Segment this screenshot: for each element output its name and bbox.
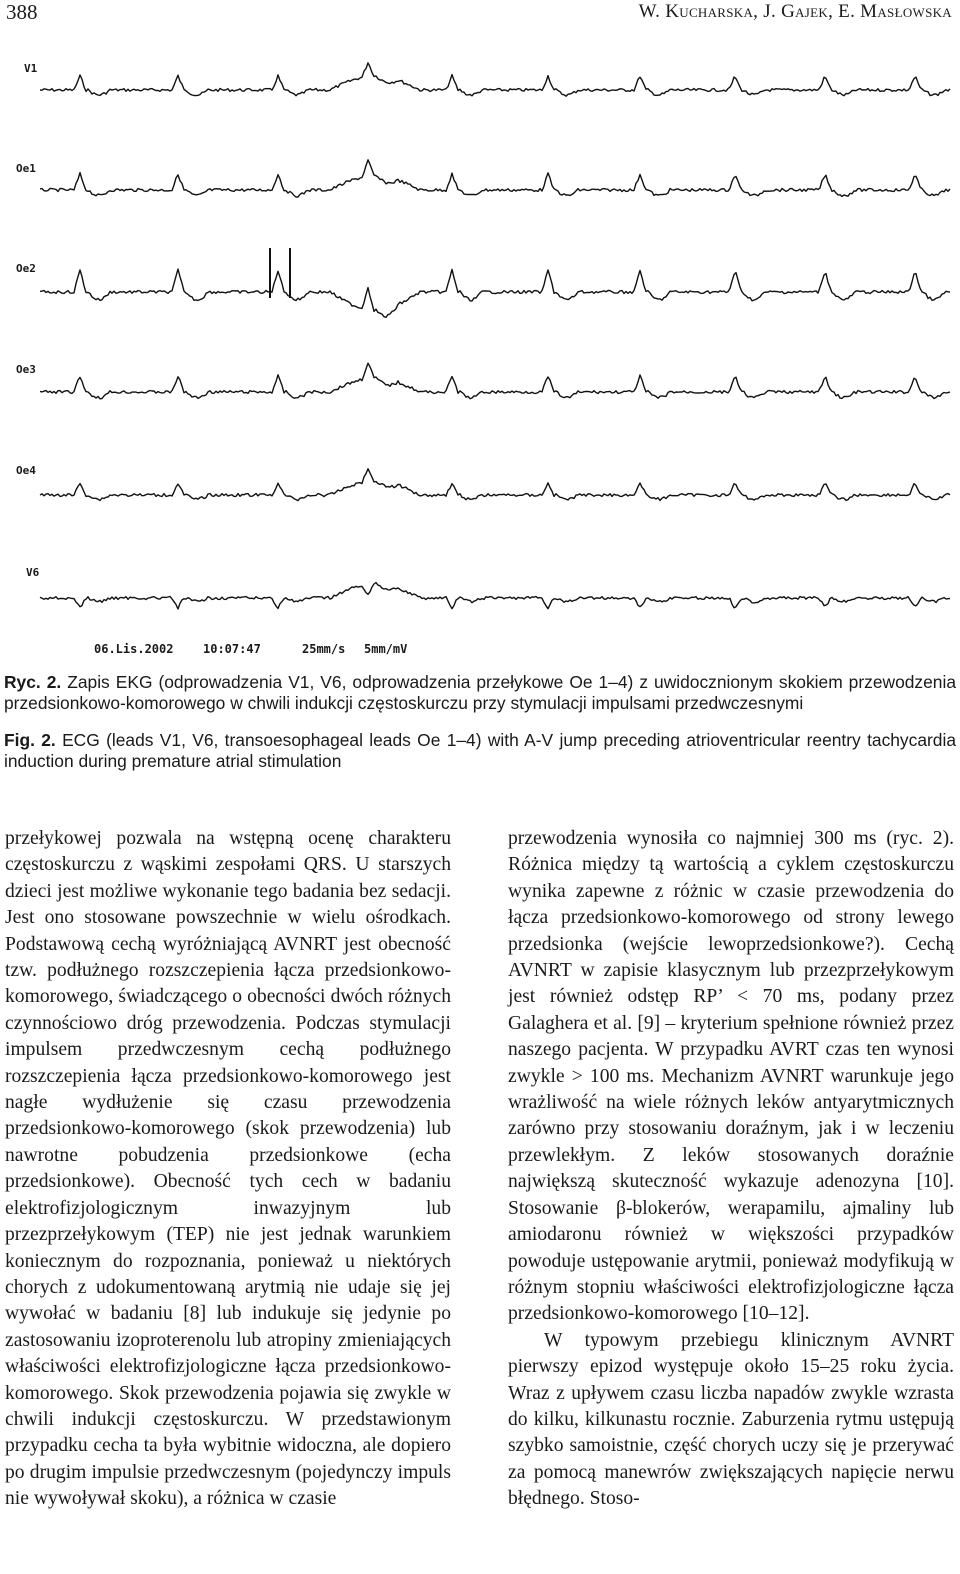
page-header <box>0 0 960 30</box>
body-paragraph: W typowym przebiegu klinicznym AVNRT pierwszy epizod występuje około 15–25 roku życia. Wraz z upływem czasu liczba napadów zwykle wzrasta do kilku, kilkunastu rocznie. Zaburzenia rytmu ustępują szybko samoistnie, część chorych uczy się je przerywać za pomocą manewrów zwiększających napięcie nerwu błędnego. Stoso- <box>508 1329 954 1510</box>
caption-label-polish: Ryc. 2. <box>4 672 62 692</box>
ecg-gain: 5mm/mV <box>364 642 408 656</box>
lead-label-oe1: Oe1 <box>16 162 36 175</box>
ecg-tracing <box>0 40 960 665</box>
trace-oe2 <box>40 269 950 317</box>
caption-text-polish: Zapis EKG (odprowadzenia V1, V6, odprowadzenia przełykowe Oe 1–4) z uwidocznionym skokiem przewodzenia przedsionkowo-komorowego w chwili indukcji częstoskurczu przy stymulacji impulsami przedwczesnymi <box>4 672 956 713</box>
figure-caption-polish <box>4 672 956 714</box>
page-number: 388 <box>6 0 38 24</box>
ecg-date: 06.Lis.2002 <box>94 642 174 656</box>
body-paragraph: przełykowej pozwala na wstępną ocenę charakteru częstoskurczu z wąskimi zespołami QRS. U starszych dzieci jest możliwe wykonanie tego badania bez sedacji. Jest ono stosowane powszechnie w wielu ośrodkach. Podstawową cechą wyróżniającą AVNRT jest obecność tzw. podłużnego rozszczepienia łącza przedsionkowo-komorowego, świadczącego o obecności dwóch różnych czynnościowo dróg przewodzenia. Podczas stymulacji impulsem przedwczesnym cechą podłużnego rozszczepienia łącza przedsionkowo-komorowego jest nagłe wydłużenie się czasu przewodzenia przedsionkowo-komorowego (skok przewodzenia) lub nawrotne pobudzenia przedsionkowe (echa przedsionkowe). Obecność tych cech w badaniu elektrofizjologicznym inwazyjnym lub przezprzełykowym (TEP) nie jest jednak warunkiem koniecznym do rozpoznania, ponieważ u niektórych chorych z udokumentowaną arytmią nie udaje się jej wywołać w badaniu [8] lub indukuje się jedynie po zastosowaniu izoproterenolu lub atropiny zmieniających właściwości elektrofizjologiczne łącza przedsionkowo-komorowego. Skok przewodzenia pojawia się zwykle w chwili indukcji częstoskurczu. W przedstawionym przypadku cecha ta była wybitnie widoczna, ale dopiero po drugim impulsie przedwczesnym (pojedynczy impuls nie wywoływał skoku), a różnica w czasie <box>5 828 451 1510</box>
trace-oe4 <box>40 469 950 501</box>
trace-oe3 <box>40 363 950 399</box>
trace-oe1 <box>40 160 950 197</box>
caption-label-english: Fig. 2. <box>4 730 56 750</box>
lead-label-v1: V1 <box>24 62 38 75</box>
body-column-right <box>508 826 954 1513</box>
body-column-left <box>5 826 451 1513</box>
caption-text-english: ECG (leads V1, V6, transoesophageal leads Oe 1–4) with A-V jump preceding atrioventricular reentry tachycardia induction during premature atrial stimulation <box>4 730 956 771</box>
lead-label-oe2: Oe2 <box>16 262 36 275</box>
trace-v6 <box>40 583 950 610</box>
ecg-figure <box>0 40 960 665</box>
running-head-authors: W. Kucharska, J. Gajek, E. Masłowska <box>638 1 952 22</box>
figure-caption-english <box>4 730 956 772</box>
ecg-time: 10:07:47 <box>203 642 261 656</box>
lead-label-oe4: Oe4 <box>16 464 36 477</box>
body-paragraph: przewodzenia wynosiła co najmniej 300 ms (ryc. 2). Różnica między tą wartością a cyklem częstoskurczu wynika zapewne z różnic w czasie przewodzenia do łącza przedsionkowo-komorowego od strony lewego przedsionka (wejście lewoprzedsionkowe?). Cechą AVNRT w zapisie klasycznym lub przezprzełykowym jest również odstęp RP’ < 70 ms, podany przez Galaghera et al. [9] – kryterium spełnione również przez naszego pacjenta. W przypadku AVRT czas ten wynosi zwykle > 100 ms. Mechanizm AVNRT warunkuje jego wrażliwość na wiele różnych leków antyarytmicznych zarówno przy stosowaniu doraźnym, jak i w leczeniu przewlekłym. Z leków stosowanych doraźnie największą skuteczność wykazuje adenozyna [10]. Stosowanie β-blokerów, werapamilu, ajmaliny lub amiodaronu również w większości przypadków powoduje ustępowanie arytmii, ponieważ modyfikują w różnym stopniu właściwości elektrofizjologiczne łącza przedsionkowo-komorowego [10–12]. <box>508 828 954 1325</box>
ecg-speed: 25mm/s <box>302 642 346 656</box>
lead-label-v6: V6 <box>26 566 40 579</box>
lead-label-oe3: Oe3 <box>16 363 36 376</box>
trace-v1 <box>40 63 950 96</box>
